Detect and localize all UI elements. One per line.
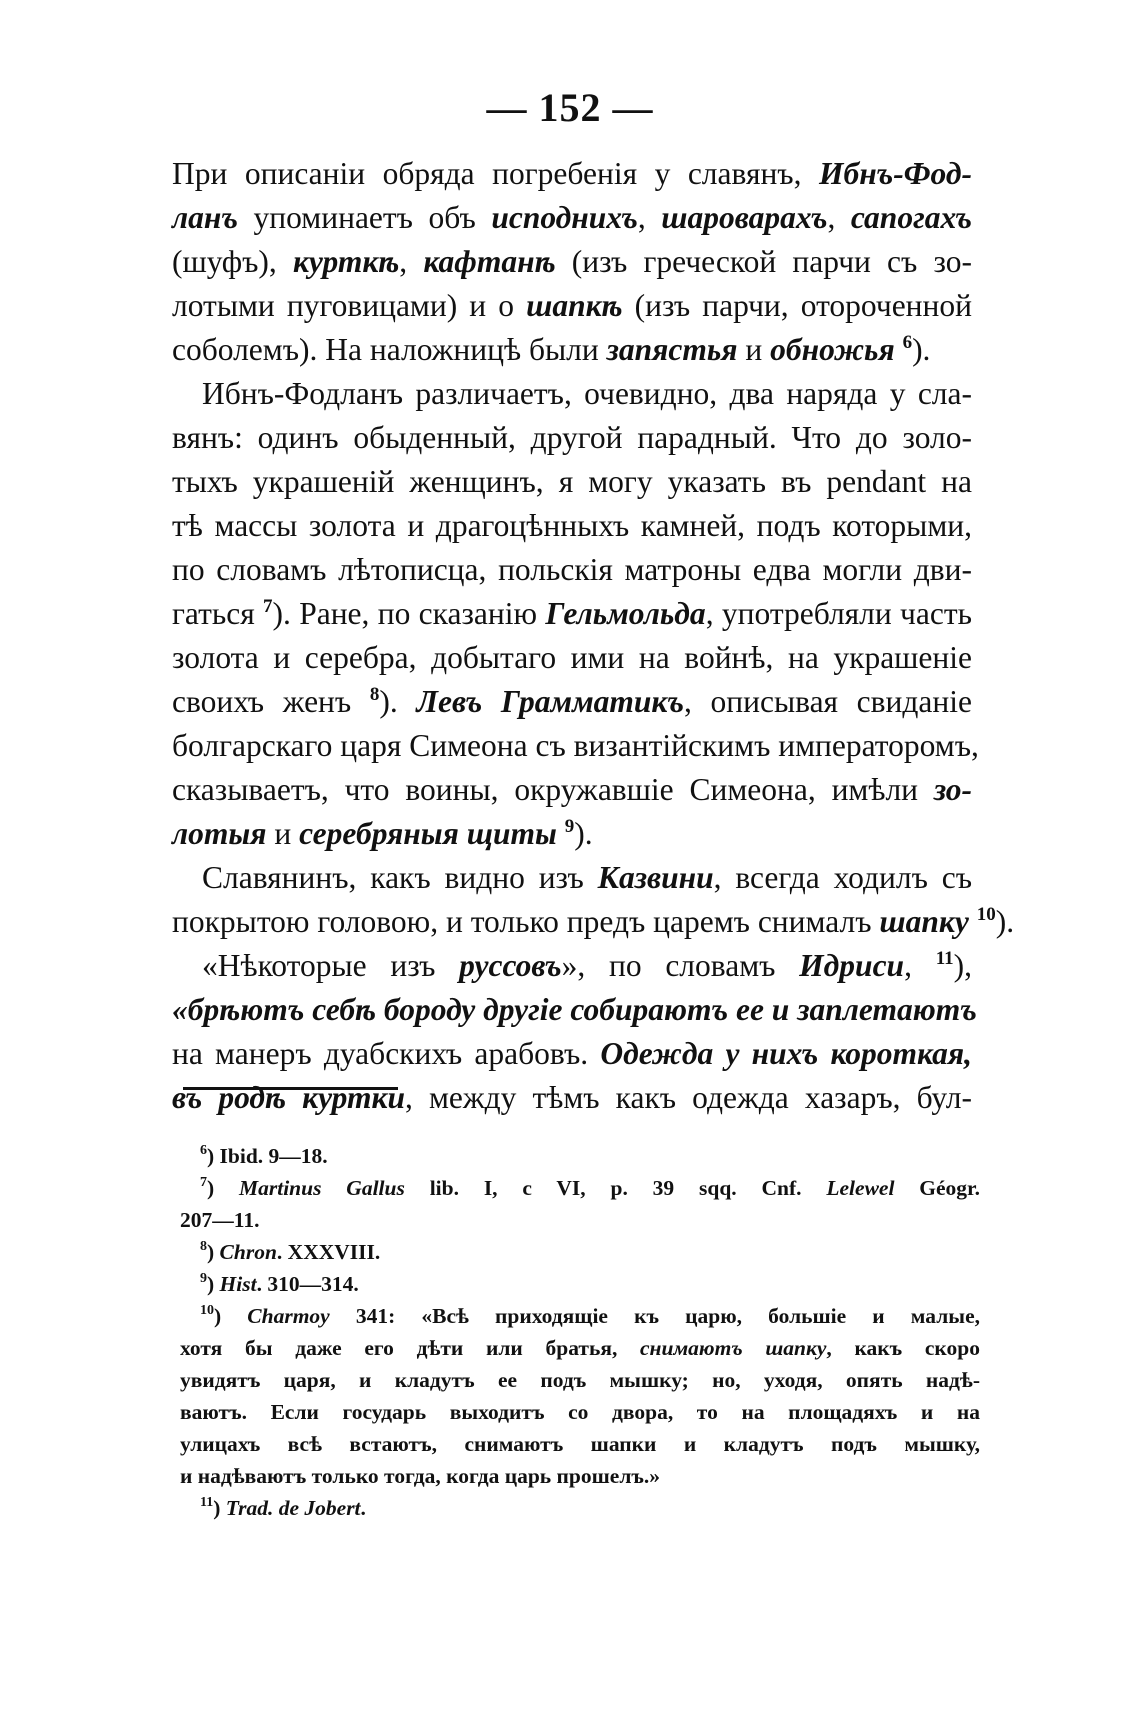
text-span: Ибнъ-Фодланъ различаетъ, очевидно, два наряда у сла- xyxy=(202,376,972,411)
text-span: гаться xyxy=(172,596,264,631)
text-line xyxy=(172,240,972,284)
text-line xyxy=(172,548,972,592)
text-span xyxy=(557,816,565,851)
text-span: Géogr. xyxy=(894,1176,980,1200)
text-line xyxy=(172,504,972,548)
footnote-line xyxy=(180,1140,980,1172)
text-span: ) xyxy=(207,1240,220,1264)
text-line xyxy=(172,284,972,328)
emphasis-text: въ родѣ куртки xyxy=(172,1080,405,1115)
emphasis-text: Одежда у нихъ короткая, xyxy=(600,1036,973,1071)
emphasis-text: курткѣ xyxy=(292,244,400,279)
text-span: по словамъ лѣтописца, польскія матроны едва могли дви- xyxy=(172,552,972,587)
text-span: (изъ греческой парчи съ зо- xyxy=(555,244,972,279)
text-span: золота и серебра, добытаго ими на войнѣ, на украшеніе xyxy=(172,640,972,675)
text-span: и надѣваютъ только тогда, когда царь прошелъ.» xyxy=(180,1464,661,1488)
text-line xyxy=(172,1032,972,1076)
footnote-marker: 7 xyxy=(200,1175,207,1190)
text-span: , xyxy=(637,200,662,235)
footnote-marker: 9 xyxy=(200,1271,207,1286)
emphasis-text: Lelewel xyxy=(826,1176,895,1200)
text-span: на манеръ дуабскихъ арабовъ. xyxy=(172,1036,601,1071)
text-line xyxy=(172,944,972,988)
text-span: ). Ране, по сказанію xyxy=(272,596,546,631)
text-line xyxy=(172,372,972,416)
emphasis-text: Trad. de Jobert xyxy=(225,1496,361,1520)
emphasis-text: Charmoy xyxy=(247,1304,330,1328)
text-span: », по словамъ xyxy=(561,948,800,983)
emphasis-text: снимаютъ шапку xyxy=(640,1336,827,1360)
emphasis-text: зо- xyxy=(933,772,972,807)
emphasis-text: лотыя xyxy=(172,816,267,851)
footnote-marker: 11 xyxy=(935,948,954,969)
text-span: улицахъ всѣ встаютъ, снимаютъ шапки и кладутъ подъ мышку, xyxy=(180,1432,980,1456)
text-span xyxy=(969,904,977,939)
text-line xyxy=(172,592,972,636)
text-span: соболемъ). На наложницѣ были xyxy=(172,332,607,367)
text-span: ) xyxy=(207,1272,220,1296)
emphasis-text: Ибнъ-Фод- xyxy=(818,156,972,191)
text-span: своихъ женъ xyxy=(172,684,370,719)
text-span: ваютъ. Если государь выходитъ со двора, то на площадяхъ и на xyxy=(180,1400,980,1424)
emphasis-text: шароварахъ xyxy=(661,200,828,235)
emphasis-text: Идриси xyxy=(799,948,905,983)
body-text xyxy=(172,152,1015,1120)
text-span: , какъ скоро xyxy=(826,1336,980,1360)
footnote-marker: 9 xyxy=(564,816,575,837)
text-span: тѣ массы золота и драгоцѣнныхъ камней, подъ которыми, xyxy=(172,508,972,543)
text-span: . xyxy=(360,1496,366,1520)
text-span: ) Ibid. 9—18. xyxy=(207,1144,328,1168)
page-number: — 152 — xyxy=(486,85,654,130)
text-span: , xyxy=(904,948,936,983)
text-line xyxy=(172,988,977,1032)
emphasis-text: руссовъ xyxy=(459,948,562,983)
emphasis-text: Martinus Gallus xyxy=(239,1176,405,1200)
text-span: ). xyxy=(379,684,417,719)
text-span: lib. I, c VI, p. 39 sqq. Cnf. xyxy=(404,1176,827,1200)
text-span: . 310—314. xyxy=(256,1272,359,1296)
footnote-line xyxy=(180,1332,980,1364)
text-span: вянъ: одинъ обыденный, другой парадный. Что до золо- xyxy=(172,420,972,455)
footnote-marker: 6 xyxy=(902,332,913,353)
text-span xyxy=(895,332,903,367)
footnote-marker: 10 xyxy=(976,904,996,925)
text-line xyxy=(172,636,972,680)
text-span: лотыми пуговицами) и о xyxy=(172,288,527,323)
footnote-line xyxy=(180,1236,980,1268)
footnote-line xyxy=(180,1172,980,1204)
footnote-marker: 8 xyxy=(369,684,380,705)
emphasis-text: кафтанѣ xyxy=(423,244,556,279)
text-line xyxy=(172,680,972,724)
text-span: ) xyxy=(207,1176,239,1200)
emphasis-text: Hist xyxy=(219,1272,257,1296)
text-span: и xyxy=(737,332,771,367)
text-span: хотя бы даже его дѣти или братья, xyxy=(180,1336,641,1360)
text-span: , xyxy=(827,200,851,235)
text-span: ) xyxy=(213,1496,226,1520)
footnote-line xyxy=(180,1460,980,1492)
text-span: . XXXVIII. xyxy=(276,1240,381,1264)
text-span: 341: «Всѣ приходящіе къ царю, большіе и малые, xyxy=(329,1304,980,1328)
emphasis-text: «брѣютъ себѣ бороду другіе собираютъ ее и заплетаютъ xyxy=(172,992,977,1027)
text-span: ), xyxy=(953,948,973,983)
text-span: Славянинъ, какъ видно изъ xyxy=(202,860,598,895)
footnote-separator-rule xyxy=(183,1087,398,1090)
text-span: (изъ парчи, отороченной xyxy=(622,288,973,323)
text-line xyxy=(172,416,972,460)
footnote-line xyxy=(180,1396,980,1428)
text-span: , употребляли часть xyxy=(705,596,972,631)
text-span: «Нѣкоторые изъ xyxy=(202,948,460,983)
emphasis-text: шапку xyxy=(879,904,969,939)
footnote-marker: 10 xyxy=(200,1303,214,1318)
footnote-line xyxy=(180,1268,980,1300)
text-line xyxy=(172,152,972,196)
text-span: и xyxy=(266,816,300,851)
text-span: , всегда ходилъ съ xyxy=(713,860,972,895)
footnote-line xyxy=(180,1300,980,1332)
footnote-marker: 11 xyxy=(200,1495,214,1510)
text-line xyxy=(172,460,972,504)
text-span: (шуфъ), xyxy=(172,244,293,279)
text-span: ) xyxy=(214,1304,248,1328)
text-span: покрытою головою, и только предъ царемъ снималъ xyxy=(172,904,880,939)
text-span: , xyxy=(399,244,424,279)
text-span: При описаніи обряда погребенія у славянъ, xyxy=(172,156,819,191)
emphasis-text: шапкѣ xyxy=(526,288,623,323)
text-span: ). xyxy=(995,904,1015,939)
text-line xyxy=(172,900,1015,944)
footnote-marker: 6 xyxy=(200,1143,207,1158)
text-span: сказываетъ, что воины, окружавшіе Симеона, имѣли xyxy=(172,772,934,807)
text-span: 207—11. xyxy=(180,1208,260,1232)
emphasis-text: серебряныя щиты xyxy=(299,816,557,851)
footnote-line xyxy=(180,1204,980,1236)
text-line xyxy=(172,812,972,856)
emphasis-text: Гельмольда xyxy=(545,596,706,631)
text-span: болгарскаго царя Симеона съ византійскимъ императоромъ, xyxy=(172,728,979,763)
footnotes xyxy=(180,1140,980,1524)
text-span: тыхъ украшеній женщинъ, я могу указать въ pendant на xyxy=(172,464,972,499)
footnote-marker: 8 xyxy=(200,1239,207,1254)
text-span: ). xyxy=(912,332,931,367)
text-line xyxy=(172,196,972,240)
footnote-line xyxy=(180,1492,980,1524)
emphasis-text: исподнихъ xyxy=(491,200,638,235)
footnote-line xyxy=(180,1364,980,1396)
text-span: , описывая свиданіе xyxy=(683,684,972,719)
text-line xyxy=(172,768,972,812)
emphasis-text: Chron xyxy=(219,1240,277,1264)
emphasis-text: обножья xyxy=(770,332,895,367)
text-span: ). xyxy=(574,816,593,851)
text-span: увидятъ царя, и кладутъ ее подъ мышку; но, уходя, опять надѣ- xyxy=(180,1368,980,1392)
emphasis-text: ланъ xyxy=(172,200,238,235)
text-line xyxy=(172,724,979,768)
text-span: упоминаетъ объ xyxy=(238,200,492,235)
emphasis-text: Казвини xyxy=(597,860,714,895)
emphasis-text: сапогахъ xyxy=(850,200,973,235)
text-span: , между тѣмъ какъ одежда хазаръ, бул- xyxy=(405,1080,972,1115)
emphasis-text: Левъ Грамматикъ xyxy=(416,684,684,719)
footnote-marker: 7 xyxy=(263,596,273,617)
footnote-line xyxy=(180,1428,980,1460)
text-line xyxy=(172,328,972,372)
emphasis-text: запястья xyxy=(606,332,738,367)
text-line xyxy=(172,1076,972,1120)
text-line xyxy=(172,856,972,900)
